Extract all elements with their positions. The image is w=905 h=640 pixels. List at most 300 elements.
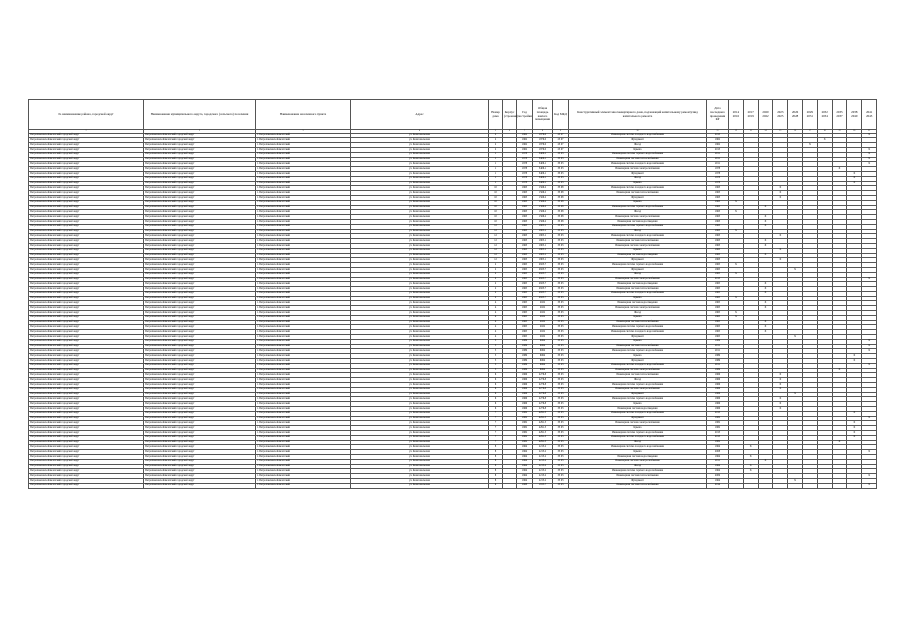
locality-cell: г. Петропавловск-Камчатский [256, 363, 351, 368]
last-repair-cell: 2013 [707, 435, 729, 440]
district-cell: Петропавловск-Камчатский городской округ [29, 287, 144, 292]
mkd-code-cell: 33 08 [553, 191, 569, 196]
period-cell: X [729, 296, 744, 301]
build-year-cell: 1989 [517, 354, 533, 359]
area-cell: 1566.2 [533, 191, 553, 196]
period-cell: X [847, 431, 862, 436]
district-cell: Петропавловск-Камчатский городской округ [29, 162, 144, 167]
area-cell: 3406.1 [533, 152, 553, 157]
build-year-cell: 1978 [517, 171, 533, 176]
municipality-cell: Петропавловск-Камчатский городской округ [144, 306, 256, 311]
house-number-cell: 12 [489, 243, 503, 248]
mkd-code-cell: 33 03 [553, 296, 569, 301]
mkd-code-cell: 33 03 [553, 291, 569, 296]
build-year-cell: 1989 [517, 368, 533, 373]
build-year-cell: 1965 [517, 263, 533, 268]
element-cell: Инженерная система теплоснабжения [569, 483, 707, 488]
build-year-cell: 1962 [517, 147, 533, 152]
house-number-cell: 2 [489, 282, 503, 287]
mkd-code-cell: 33 03 [553, 421, 569, 426]
element-cell: Фасад [569, 143, 707, 148]
house-number-cell: 8 [489, 478, 503, 483]
period-cell: X [773, 234, 788, 239]
period-cell: X [758, 224, 773, 229]
build-year-cell: 1989 [517, 349, 533, 354]
area-cell: 2823.7 [533, 263, 553, 268]
area-cell: 2213.2 [533, 445, 553, 450]
house-number-cell: 6 [489, 378, 503, 383]
period-cell: X [758, 330, 773, 335]
district-cell: Петропавловск-Камчатский городской округ [29, 407, 144, 412]
locality-cell: г. Петропавловск-Камчатский [256, 296, 351, 301]
column-number: 8 [533, 130, 553, 134]
area-cell: 2213.2 [533, 474, 553, 479]
column-header: Адрес [351, 100, 489, 130]
build-year-cell: 1963 [517, 215, 533, 220]
mkd-code-cell: 33 03 [553, 267, 569, 272]
element-cell: Фундамент [569, 138, 707, 143]
period-cell: X [729, 263, 744, 268]
address-cell: ул. Комсомольская [351, 239, 489, 244]
area-cell: 6064 [533, 339, 553, 344]
area-cell: 1805.1 [533, 234, 553, 239]
build-year-cell: 1964 [517, 445, 533, 450]
last-repair-cell: 1963 [707, 195, 729, 200]
municipality-cell: Петропавловск-Камчатский городской округ [144, 363, 256, 368]
build-year-cell: 1965 [517, 277, 533, 282]
district-cell: Петропавловск-Камчатский городской округ [29, 306, 144, 311]
district-cell: Петропавловск-Камчатский городской округ [29, 344, 144, 349]
municipality-cell: Петропавловск-Камчатский городской округ [144, 224, 256, 229]
house-number-cell: 4 [489, 306, 503, 311]
municipality-cell: Петропавловск-Камчатский городской округ [144, 383, 256, 388]
period-cell: X [743, 445, 758, 450]
column-header: 2026 2028 [788, 100, 803, 130]
element-cell: Крыша [569, 147, 707, 152]
district-cell: Петропавловск-Камчатский городской округ [29, 301, 144, 306]
house-number-cell: 12 [489, 239, 503, 244]
municipality-cell: Петропавловск-Камчатский городской округ [144, 483, 256, 488]
district-cell: Петропавловск-Камчатский городской округ [29, 330, 144, 335]
district-cell: Петропавловск-Камчатский городской округ [29, 421, 144, 426]
address-cell: ул. Комсомольская [351, 397, 489, 402]
period-cell: X [847, 176, 862, 181]
element-cell: Инженерная система горячего водоснабжения [569, 431, 707, 436]
district-cell: Петропавловск-Камчатский городской округ [29, 411, 144, 416]
municipality-cell: Петропавловск-Камчатский городской округ [144, 167, 256, 172]
house-number-cell: 4 [489, 301, 503, 306]
last-repair-cell: 1962 [707, 138, 729, 143]
district-cell: Петропавловск-Камчатский городской округ [29, 272, 144, 277]
mkd-code-cell: 33 03 [553, 339, 569, 344]
house-number-cell: 6 [489, 392, 503, 397]
column-header: Год постройки [517, 100, 533, 130]
mkd-code-cell: 33 03 [553, 243, 569, 248]
address-cell: ул. Комсомольская [351, 469, 489, 474]
house-number-cell: 10 [489, 215, 503, 220]
last-repair-cell: 1978 [707, 181, 729, 186]
last-repair-cell: 1964 [707, 445, 729, 450]
area-cell: 2823.7 [533, 267, 553, 272]
municipality-cell: Петропавловск-Камчатский городской округ [144, 478, 256, 483]
address-cell: ул. Комсомольская [351, 330, 489, 335]
build-year-cell: 1989 [517, 363, 533, 368]
area-cell: 2823.7 [533, 291, 553, 296]
municipality-cell: Петропавловск-Камчатский городской округ [144, 191, 256, 196]
period-cell: X [847, 426, 862, 431]
column-number: 7 [517, 130, 533, 134]
house-number-cell: 5 [489, 339, 503, 344]
area-cell: 2823.7 [533, 272, 553, 277]
element-cell: Инженерная система водоотведения [569, 282, 707, 287]
period-cell: X [847, 435, 862, 440]
area-cell: 6064 [533, 354, 553, 359]
district-cell: Петропавловск-Камчатский городской округ [29, 435, 144, 440]
building-cell [503, 483, 517, 488]
address-cell: ул. Комсомольская [351, 474, 489, 479]
locality-cell: г. Петропавловск-Камчатский [256, 301, 351, 306]
mkd-code-cell: 33 03 [553, 181, 569, 186]
house-number-cell: 10 [489, 210, 503, 215]
last-repair-cell: 1965 [707, 315, 729, 320]
element-cell: Фасад [569, 176, 707, 181]
last-repair-cell: 2009 [707, 474, 729, 479]
locality-cell: г. Петропавловск-Камчатский [256, 311, 351, 316]
house-number-cell: 2 [489, 272, 503, 277]
locality-cell: г. Петропавловск-Камчатский [256, 143, 351, 148]
address-cell: ул. Комсомольская [351, 478, 489, 483]
mkd-code-cell: 33 03 [553, 478, 569, 483]
last-repair-cell: 1963 [707, 219, 729, 224]
period-cell: X [847, 359, 862, 364]
address-cell: ул. Комсомольская [351, 426, 489, 431]
house-number-cell: 10 [489, 219, 503, 224]
period-cell [743, 483, 758, 488]
period-cell: X [773, 407, 788, 412]
mkd-code-cell: 33 03 [553, 359, 569, 364]
address-cell: ул. Комсомольская [351, 402, 489, 407]
locality-cell: г. Петропавловск-Камчатский [256, 431, 351, 436]
municipality-cell: Петропавловск-Камчатский городской округ [144, 354, 256, 359]
period-cell: X [729, 315, 744, 320]
district-cell: Петропавловск-Камчатский городской округ [29, 311, 144, 316]
district-cell: Петропавловск-Камчатский городской округ [29, 219, 144, 224]
address-cell: ул. Комсомольская [351, 339, 489, 344]
element-cell: Инженерная система электроснабжения [569, 243, 707, 248]
address-cell: ул. Комсомольская [351, 306, 489, 311]
period-cell: X [862, 162, 877, 167]
address-cell: ул. Комсомольская [351, 363, 489, 368]
period-cell: X [862, 157, 877, 162]
last-repair-cell: 1963 [707, 224, 729, 229]
last-repair-cell: 1978 [707, 176, 729, 181]
district-cell: Петропавловск-Камчатский городской округ [29, 483, 144, 488]
house-number-cell: 1 [489, 176, 503, 181]
address-cell: ул. Комсомольская [351, 195, 489, 200]
address-cell: ул. Комсомольская [351, 368, 489, 373]
locality-cell: г. Петропавловск-Камчатский [256, 147, 351, 152]
column-header: 2038 2040 [847, 100, 862, 130]
locality-cell: г. Петропавловск-Камчатский [256, 133, 351, 138]
last-repair-cell: 1965 [707, 272, 729, 277]
address-cell: ул. Комсомольская [351, 205, 489, 210]
column-header: 2017 2019 [743, 100, 758, 130]
mkd-code-cell: 33 08 [553, 200, 569, 205]
last-repair-cell: 1965 [707, 296, 729, 301]
build-year-cell: 1978 [517, 181, 533, 186]
district-cell: Петропавловск-Камчатский городской округ [29, 186, 144, 191]
district-cell: Петропавловск-Камчатский городской округ [29, 397, 144, 402]
build-year-cell: 1965 [517, 330, 533, 335]
element-cell: Фасад [569, 272, 707, 277]
build-year-cell: 1965 [517, 335, 533, 340]
address-cell: ул. Комсомольская [351, 234, 489, 239]
area-cell: 3406.1 [533, 176, 553, 181]
district-cell: Петропавловск-Камчатский городской округ [29, 354, 144, 359]
house-number-cell: 9 [489, 483, 503, 488]
district-cell: Петропавловск-Камчатский городской округ [29, 224, 144, 229]
locality-cell: г. Петропавловск-Камчатский [256, 248, 351, 253]
address-cell: ул. Комсомольская [351, 464, 489, 469]
last-repair-cell: 2013 [707, 277, 729, 282]
mkd-code-cell: 33 03 [553, 363, 569, 368]
area-cell: 2022 [533, 330, 553, 335]
area-cell: 2213.2 [533, 478, 553, 483]
mkd-code-cell: 33 03 [553, 387, 569, 392]
area-cell: 1805.1 [533, 248, 553, 253]
period-cell: X [862, 474, 877, 479]
mkd-code-cell: 33 03 [553, 440, 569, 445]
last-repair-cell: 2013 [707, 411, 729, 416]
mkd-code-cell: 23 07 [553, 147, 569, 152]
municipality-cell: Петропавловск-Камчатский городской округ [144, 296, 256, 301]
mkd-code-cell: 33 03 [553, 454, 569, 459]
municipality-cell: Петропавловск-Камчатский городской округ [144, 195, 256, 200]
build-year-cell: 1966 [517, 378, 533, 383]
house-number-cell: 4 [489, 330, 503, 335]
locality-cell: г. Петропавловск-Камчатский [256, 330, 351, 335]
period-cell: X [758, 215, 773, 220]
period-cell: X [862, 363, 877, 368]
period-cell: X [758, 320, 773, 325]
house-number-cell: 4 [489, 311, 503, 316]
last-repair-cell: 2011 [707, 363, 729, 368]
locality-cell: г. Петропавловск-Камчатский [256, 478, 351, 483]
locality-cell: г. Петропавловск-Камчатский [256, 359, 351, 364]
municipality-cell: Петропавловск-Камчатский городской округ [144, 239, 256, 244]
area-cell: 6064 [533, 349, 553, 354]
locality-cell: г. Петропавловск-Камчатский [256, 378, 351, 383]
house-number-cell: 1 [489, 162, 503, 167]
last-repair-cell: 2014 [707, 483, 729, 488]
area-cell: 1805.1 [533, 243, 553, 248]
period-cell: X [862, 339, 877, 344]
district-cell: Петропавловск-Камчатский городской округ [29, 454, 144, 459]
build-year-cell: 1966 [517, 407, 533, 412]
address-cell: ул. Комсомольская [351, 450, 489, 455]
element-cell: Инженерная система теплоснабжения [569, 373, 707, 378]
element-cell: Фасад [569, 210, 707, 215]
build-year-cell: 1964 [517, 469, 533, 474]
address-cell: ул. Комсомольская [351, 431, 489, 436]
district-cell: Петропавловск-Камчатский городской округ [29, 392, 144, 397]
municipality-cell: Петропавловск-Камчатский городской округ [144, 234, 256, 239]
mkd-code-cell: 33 03 [553, 320, 569, 325]
house-number-cell: 2 [489, 147, 503, 152]
table-body [29, 133, 877, 488]
area-cell: 2213.2 [533, 454, 553, 459]
area-cell: 4291.3 [533, 416, 553, 421]
last-repair-cell: 1978 [707, 171, 729, 176]
area-cell: 1566.2 [533, 219, 553, 224]
period-cell: X [773, 191, 788, 196]
address-cell: ул. Комсомольская [351, 248, 489, 253]
mkd-code-cell: 33 03 [553, 426, 569, 431]
build-year-cell: 1978 [517, 157, 533, 162]
element-cell: Инженерная система теплоснабжения [569, 287, 707, 292]
last-repair-cell: 1966 [707, 392, 729, 397]
build-year-cell: 1963 [517, 224, 533, 229]
address-cell: ул. Комсомольская [351, 349, 489, 354]
district-cell: Петропавловск-Камчатский городской округ [29, 445, 144, 450]
district-cell: Петропавловск-Камчатский городской округ [29, 239, 144, 244]
build-year-cell: 1963 [517, 219, 533, 224]
area-cell: 2022 [533, 301, 553, 306]
house-number-cell: 1 [489, 171, 503, 176]
last-repair-cell: 1982 [707, 416, 729, 421]
address-cell: ул. Комсомольская [351, 378, 489, 383]
mkd-code-cell: 33 03 [553, 373, 569, 378]
element-cell: Крыша [569, 181, 707, 186]
period-cell: X [847, 421, 862, 426]
area-cell: 2823.7 [533, 282, 553, 287]
address-cell: ул. Комсомольская [351, 435, 489, 440]
element-cell: Инженерная система водоотведения [569, 253, 707, 258]
period-cell: X [773, 383, 788, 388]
mkd-code-cell: 33 03 [553, 435, 569, 440]
period-cell: X [773, 373, 788, 378]
address-cell: ул. Комсомольская [351, 133, 489, 138]
locality-cell: г. Петропавловск-Камчатский [256, 282, 351, 287]
municipality-cell: Петропавловск-Камчатский городской округ [144, 248, 256, 253]
address-cell: ул. Комсомольская [351, 296, 489, 301]
locality-cell: г. Петропавловск-Камчатский [256, 229, 351, 234]
period-cell: X [832, 368, 847, 373]
district-cell: Петропавловск-Камчатский городской округ [29, 263, 144, 268]
district-cell: Петропавловск-Камчатский городской округ [29, 416, 144, 421]
municipality-cell: Петропавловск-Камчатский городской округ [144, 431, 256, 436]
build-year-cell: 1963 [517, 191, 533, 196]
area-cell: 2213.2 [533, 469, 553, 474]
element-cell: Фундамент [569, 359, 707, 364]
element-cell: Инженерная система электроснабжения [569, 421, 707, 426]
mkd-code-cell: 33 03 [553, 152, 569, 157]
column-header: Корпус (строение) [503, 100, 517, 130]
address-cell: ул. Комсомольская [351, 277, 489, 282]
district-cell: Петропавловск-Камчатский городской округ [29, 426, 144, 431]
address-cell: ул. Комсомольская [351, 171, 489, 176]
municipality-cell: Петропавловск-Камчатский городской округ [144, 219, 256, 224]
locality-cell: г. Петропавловск-Камчатский [256, 344, 351, 349]
municipality-cell: Петропавловск-Камчатский городской округ [144, 416, 256, 421]
district-cell: Петропавловск-Камчатский городской округ [29, 215, 144, 220]
area-cell: 1566.2 [533, 200, 553, 205]
address-cell: ул. Комсомольская [351, 440, 489, 445]
house-number-cell: 1 [489, 152, 503, 157]
address-cell: ул. Комсомольская [351, 320, 489, 325]
area-cell: 1566.2 [533, 195, 553, 200]
address-cell: ул. Комсомольская [351, 191, 489, 196]
locality-cell: г. Петропавловск-Камчатский [256, 339, 351, 344]
build-year-cell: 1963 [517, 248, 533, 253]
build-year-cell: 1963 [517, 200, 533, 205]
element-cell: Инженерная система холодного водоснабжения [569, 133, 707, 138]
build-year-cell: 1965 [517, 315, 533, 320]
last-repair-cell: 1965 [707, 320, 729, 325]
period-cell: X [758, 291, 773, 296]
mkd-code-cell: 33 03 [553, 311, 569, 316]
element-cell: Инженерная система горячего водоснабжения [569, 349, 707, 354]
last-repair-cell: 2011 [707, 344, 729, 349]
address-cell: ул. Комсомольская [351, 267, 489, 272]
build-year-cell: 1989 [517, 339, 533, 344]
district-cell: Петропавловск-Камчатский городской округ [29, 248, 144, 253]
area-cell: 1805.1 [533, 224, 553, 229]
municipality-cell: Петропавловск-Камчатский городской округ [144, 469, 256, 474]
area-cell: 3406.1 [533, 157, 553, 162]
locality-cell: г. Петропавловск-Камчатский [256, 402, 351, 407]
house-number-cell: 8 [489, 454, 503, 459]
district-cell: Петропавловск-Камчатский городской округ [29, 440, 144, 445]
element-cell: Фасад [569, 464, 707, 469]
area-cell: 6064 [533, 368, 553, 373]
period-cell: X [773, 195, 788, 200]
last-repair-cell: 1966 [707, 378, 729, 383]
element-cell: Фасад [569, 229, 707, 234]
period-cell: X [817, 138, 832, 143]
municipality-cell: Петропавловск-Камчатский городской округ [144, 272, 256, 277]
municipality-cell: Петропавловск-Камчатский городской округ [144, 200, 256, 205]
element-cell: Инженерная система горячего водоснабжения [569, 152, 707, 157]
address-cell: ул. Комсомольская [351, 373, 489, 378]
municipality-cell: Петропавловск-Камчатский городской округ [144, 320, 256, 325]
last-repair-cell: 1963 [707, 239, 729, 244]
build-year-cell: 1978 [517, 167, 533, 172]
period-cell: X [758, 301, 773, 306]
district-cell: Петропавловск-Камчатский городской округ [29, 138, 144, 143]
municipality-cell: Петропавловск-Камчатский городской округ [144, 152, 256, 157]
period-cell [758, 483, 773, 488]
column-header: 2035 2037 [832, 100, 847, 130]
area-cell: 1566.2 [533, 186, 553, 191]
mkd-code-cell: 23 07 [553, 133, 569, 138]
locality-cell: г. Петропавловск-Камчатский [256, 392, 351, 397]
municipality-cell: Петропавловск-Камчатский городской округ [144, 291, 256, 296]
element-cell: Инженерная система холодного водоснабжения [569, 330, 707, 335]
column-number: 6 [503, 130, 517, 134]
address-cell: ул. Комсомольская [351, 152, 489, 157]
build-year-cell: 1978 [517, 152, 533, 157]
mkd-code-cell: 33 03 [553, 411, 569, 416]
locality-cell: г. Петропавловск-Камчатский [256, 291, 351, 296]
last-repair-cell: 2013 [707, 147, 729, 152]
last-repair-cell: 1963 [707, 253, 729, 258]
locality-cell: г. Петропавловск-Камчатский [256, 138, 351, 143]
build-year-cell: 1963 [517, 258, 533, 263]
municipality-cell: Петропавловск-Камчатский городской округ [144, 258, 256, 263]
locality-cell: г. Петропавловск-Камчатский [256, 152, 351, 157]
last-repair-cell: 2013 [707, 431, 729, 436]
